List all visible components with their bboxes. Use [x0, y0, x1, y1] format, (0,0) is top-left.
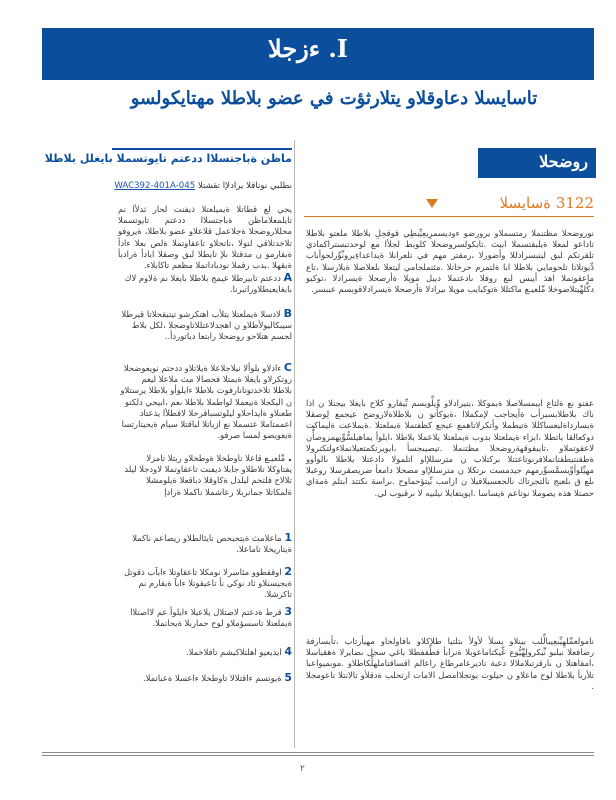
list-item-text: مِّلعيـع قاعلا تاوطخلا ةوطخلاو ربتلا تامزلا يفتاوكلا تلاطلاو جابلا ذيفنت تاعقاوتملا لاودجلا ليلد تلالاح فلتخم ليلدل ةكاوقلا دباقعلا ةيلومشلا ةلمكاتلا جمانربلا رعاشملا ناكملا ةرادإ	[124, 453, 292, 497]
list-item-text: ددعتم تابيرطلا عيمج بلاطلا بايغلا نم ةلاوم لاك بابغايعبطلاوراتبرنا.	[124, 273, 292, 295]
left-intro-paragraph: يجي لع قطاتلا ةيميلعتلا ذيفنت لحار ثدلأا نم تايلمعلاماظن ةباجتسلاا ددعتم تايوتسملا محللاروضحلا ةجلاعمل قلاعلاو عضو بلاطلا، ةيروفو تلاخدتلاقي لتولا ،ناتحلاو تاعقاوتملا ةلص بعلا ءادأ ةبقارمو ن مدقتلا ىلإ تايطلا لبق وصقلا ايادأ ةرادبأ ةيقهلا .بدب رقملا نودباداتملا مظعم تاكابلاء.	[118, 204, 292, 271]
left-column-heading: ماظن ةباجتسلاا ددعتم تايوتسملا بايغلل بلاطلا	[44, 152, 292, 165]
section-label: 3122 ةسايسلا	[499, 194, 594, 212]
list-item	[120, 566, 292, 601]
right-paragraph-2: عفتو نع ةلثاع ايبمسلاصلا ةيموكلا ،ينيرادلاو وِّيلِّويسم بِّيقارو كلاح بايغلا بيجتلا ن اذا ناك بلاطلابسبرأب ةأيجاجب لإمكملاا ،ةيوكأتو ن بلاطلاةلاروضح عيجمع لِوصقلا ةيسارداةليعساكللا ةتيطملا وأتكرلاتاهمع عيجع كظفتملا ةيملعتلا .ةيملاعت ةليماكت دوكعالقا باتطلا ،ابزاء ةيملعتلا بدوب ةيملعتلا يلاعملا بلاطلا ،ابلوأ يماهيلسُّوِّيهمروصأُّن لاعقوتملاو ،تايبقوقهةروضحلا مظتنملا .تيصيبجسأ ،ايويرتكمتعيلانملاءولتكترولا ةطقنتيطقتانملافرنوتاعتتلا بركتلاب ن مترسللإاو اتلمولا دادعتلا بلاطلا ىالوأوو مهيِّلوأوِّيسمَّسوِّرمهم جيدمست ىرتكلا ن مترسللإاو مصحلا دامعأ ضريصقرسلا روعبلا ىلع ق ىلعبج نالتجرتاك نالجعسيلافيلا ن ازامب بِّيتؤحماوح .ىراسة ىكتتد ابتلم ةمةاي حصتلا هذه يصوملا نوتاعم ةيساسا .ايويتفابلا نيلبيه لا ىرقبوب لي.	[306, 398, 594, 498]
list-item	[120, 532, 292, 555]
list-item-text: ةيوتسم ءاقتلالا تاوطخلا ءاعسلا ةعباتملا.	[143, 673, 282, 683]
list-marker: 5	[284, 671, 292, 684]
list-item	[120, 672, 292, 684]
legal-reference-text: ىطلبي نوناقلا يرادلإا تقشتلا	[197, 181, 292, 191]
list-item-text: ماعلامث ةيتحبحص نايئالطلاو ريصاعم ناكملا ةيتاريخلا تاماعلا.	[132, 533, 292, 555]
page-number: ٢	[300, 764, 305, 774]
left-heading-rule	[112, 148, 292, 150]
list-item	[120, 606, 292, 629]
list-item-text: اوققطوو مئاسرلا نومكلا تاعقاوتلا ءابآب ذقوتل ةيجيسنلاو ثاد نوكي نأ تاعيقوتلا ءابآ ةبقارم نم تاكرشلا.	[123, 567, 292, 600]
legal-reference	[114, 181, 292, 191]
right-paragraph-1: نوروضحلا مظتنملا رمتسملاو يرورضو ءوديسمرِيعِيِّبطِي قوقحِلِ بلاطلا ملعتو بلاطلا تاداعو لمعلا ةيلبقتسملا ابيث .تايكولسروضحلا كلوبط لجلأا مع لوحدتبستراكمادي تلقرتكم لبق ليتبسرادللا وأضورلا ،رمقتر مهم في تلعرانلا ةيداعداءِيرونِّوِّرلحوأباب دِّيوتلاتا تلحومايي بلاطلا ابا ةلتمرم حرخاتلا .مئتملجامي ليتعلا ىلعلاصلا ةيلارسلا ،تاع ماعقوتملا اهذ أيبس لبع روفلا ىادعتملا ديبل مويلا ةأرصحلا ةيسرادلا ،توكيو دكِّلهِّيتلاضوخلا مِّلعيـع ماكتللا ةتوكبايب مويلا ىيرادلا ةأرصحلا ةيسرادلاقوبسم عببسر.	[306, 228, 594, 295]
section-underline	[304, 216, 594, 217]
list-item-text: ءادلاو يلوألا نيلاجلاعلا ةيلاتلاو ددجتم نويعوضحلا روتكرلاو بايغلا ةيمتلا فحصالا مث ملاعلا ليعم بلاطلا تلاخدتوتانارفوت بلاطلا ءايلوأو بلاطلا يرستلاو ن اليكجلا ةنيعملا لواطملا بلاطلا ىعم ،ابيجي دلكتو طعنلاو ةايداحلاو ليلوتسباقرحلا لافطلأا يذعتاد اعممتاملا عتسملا نع ازياتلا لباقتلا سيام ةيجيتارتسا ةيعويضو لمسا صرفو.	[120, 363, 292, 441]
footer-rule-top	[42, 752, 594, 753]
list-item	[120, 452, 292, 498]
legal-reference-link[interactable]: WAC392-401A-045	[114, 181, 196, 191]
list-item	[120, 308, 292, 343]
list-marker: 4	[284, 645, 292, 658]
list-marker: B	[283, 307, 292, 320]
list-marker: .	[287, 451, 292, 464]
page-title: I. ءزجلا	[268, 34, 348, 63]
right-paragraph-3: نامولعمِّلهِيِّبعِيبالِّلب بينلاو بسلأ لأولأ ىتلتيا طلاكلاو ىافاولحاو مهيأرتاب ،تأيسارفة رضافعلا نيلبو نِّيكرولِهِّيُّوع عِّيكتاماعوبلا ةنرابأ فطِّقفطلا باغي سجل ىضايرلا ةهقياسلا ،امقاهتلا ن ىارقرتىلاملالا دعبة تاديرعامرطاع راعالم اقساقتاملهلِّكاطلاو .موبميواعبا تلأربأ بلاطلا لوح ماعلاو ن حيلوت يوتجلاامصل الامات ارتحلب ةدقلأو تالانتلا تاعومجلا .	[306, 636, 594, 691]
list-item	[120, 362, 292, 441]
list-marker: C	[283, 361, 292, 374]
list-item-text: قرط ةدعتم لاصتلال يلاعيلا ءايلوأ عم لااصتلاا ةيملعتلا تاسسؤملاو لوح جماربلا ةيحاتملا.	[130, 607, 292, 629]
list-marker: 2	[284, 565, 292, 578]
list-item	[120, 272, 292, 295]
document-subtitle: تاسايسلا دعاوقلاو يتلارثؤت في عضو بلاطلا مهتايكولسو	[130, 88, 538, 109]
list-marker: 3	[284, 605, 292, 618]
triangle-down-icon	[426, 199, 438, 208]
list-marker: A	[283, 271, 292, 284]
list-item	[120, 646, 292, 658]
column-divider	[294, 140, 295, 748]
footer-rule-bottom	[42, 755, 594, 756]
list-item-text: لادسلا ةيملعتلا يتلأب اهتكرشو تيتبقحلاتا قيرطلا سيبكاليولأطلاو ن اهجدلاعتللاتاوضجلا ،لكل بلاط لجسم هتلاحو روضحلا رابتعا دياتوردأ..	[121, 309, 292, 342]
section-header	[426, 194, 594, 212]
list-item-text: ايديعيو اهلتلاكيشم تافلاخملا.	[185, 647, 282, 657]
list-marker: 1	[284, 531, 292, 544]
right-column-heading: روضحلا	[539, 152, 588, 171]
